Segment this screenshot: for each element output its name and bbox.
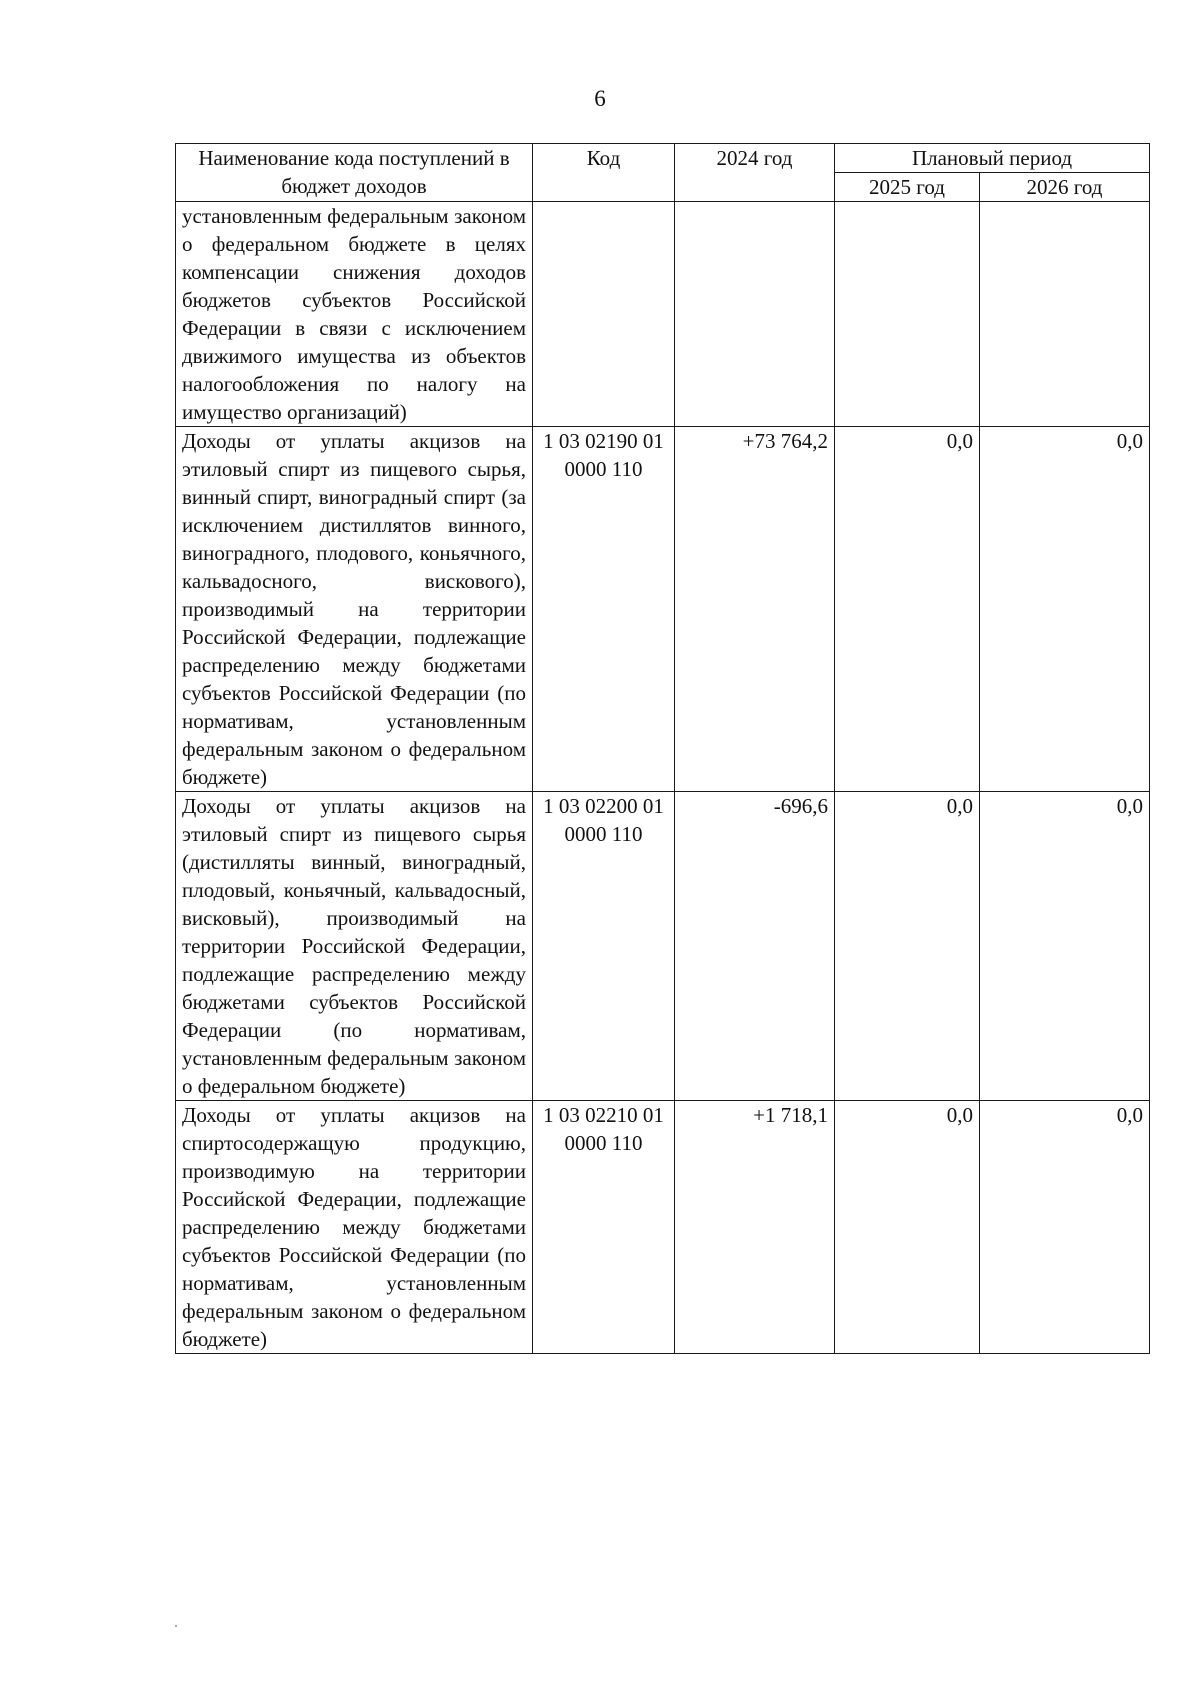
table-row xyxy=(176,792,1150,1101)
header-year-2026: 2026 год xyxy=(980,173,1150,202)
revenue-table xyxy=(175,143,1150,1354)
row-value-2024: +1 718,1 xyxy=(675,1101,835,1354)
row-code: 1 03 02210 01 0000 110 xyxy=(533,1101,675,1354)
row-value-2024: +73 764,2 xyxy=(675,427,835,792)
scan-speck xyxy=(175,1625,177,1627)
row-value-2026: 0,0 xyxy=(980,792,1150,1101)
header-year-2025: 2025 год xyxy=(835,173,980,202)
row-value-2024: -696,6 xyxy=(675,792,835,1101)
row-value-2025: 0,0 xyxy=(835,792,980,1101)
table-row xyxy=(176,202,1150,427)
row-value-2026: 0,0 xyxy=(980,1101,1150,1354)
header-planned-period: Плановый период xyxy=(835,144,1150,173)
row-value-2026 xyxy=(980,202,1150,427)
row-value-2026: 0,0 xyxy=(980,427,1150,792)
row-value-2025 xyxy=(835,202,980,427)
header-code: Код xyxy=(533,144,675,202)
table-row xyxy=(176,1101,1150,1354)
row-name: Доходы от уплаты акцизов на этиловый спирт из пищевого сырья, винный спирт, виноградный спирт (за исключением дистиллятов винного, виноградного, плодового, коньячного, кальвадосного, вискового), производимый на территории Российской Федерации, подлежащие распределению между бюджетами субъектов Российской Федерации (по нормативам, установленным федеральным законом о федеральном бюджете) xyxy=(176,427,533,792)
page-number: 6 xyxy=(594,86,606,111)
row-value-2025: 0,0 xyxy=(835,427,980,792)
row-code: 1 03 02190 01 0000 110 xyxy=(533,427,675,792)
row-code: 1 03 02200 01 0000 110 xyxy=(533,792,675,1101)
table-row xyxy=(176,427,1150,792)
row-value-2024 xyxy=(675,202,835,427)
header-name: Наименование кода поступлений в бюджет доходов xyxy=(176,144,533,202)
header-year-2024: 2024 год xyxy=(675,144,835,202)
row-code xyxy=(533,202,675,427)
row-name: установленным федеральным законом о федеральном бюджете в целях компенсации снижения доходов бюджетов субъектов Российской Федерации в связи с исключением движимого имущества из объектов налогообложения по налогу на имущество организаций) xyxy=(176,202,533,427)
row-name: Доходы от уплаты акцизов на этиловый спирт из пищевого сырья (дистилляты винный, виноградный, плодовый, коньячный, кальвадосный, висковый), производимый на территории Российской Федерации, подлежащие распределению между бюджетами субъектов Российской Федерации (по нормативам, установленным федеральным законом о федеральном бюджете) xyxy=(176,792,533,1101)
row-value-2025: 0,0 xyxy=(835,1101,980,1354)
row-name: Доходы от уплаты акцизов на спиртосодержащую продукцию, производимую на территории Российской Федерации, подлежащие распределению между бюджетами субъектов Российской Федерации (по нормативам, установленным федеральным законом о федеральном бюджете) xyxy=(176,1101,533,1354)
